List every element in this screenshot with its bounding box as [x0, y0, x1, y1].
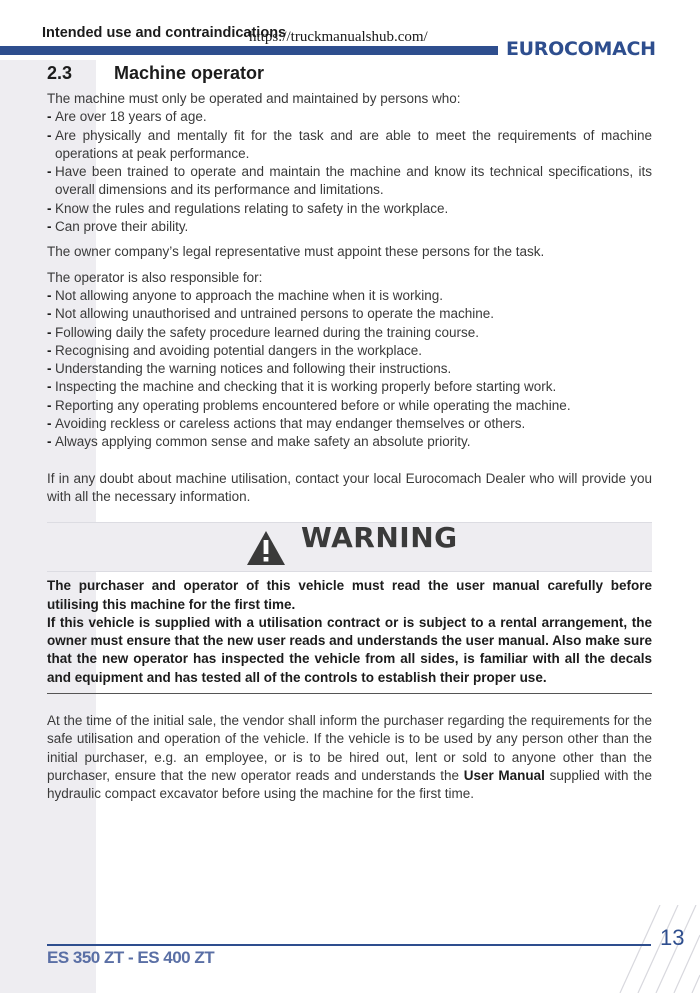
list-item	[47, 360, 652, 378]
requirements-intro: The machine must only be operated and maintained by persons who:	[47, 91, 461, 106]
warning-triangle-icon	[246, 530, 286, 566]
page-header	[0, 0, 700, 62]
user-manual-emphasis: User Manual	[463, 767, 545, 783]
list-item	[47, 287, 652, 305]
list-item-text: Reporting any operating problems encountered before or while operating the machine.	[55, 397, 571, 413]
responsibilities-intro: The operator is also responsible for:	[47, 269, 263, 285]
list-item	[47, 433, 652, 451]
list-dash: -	[47, 219, 52, 235]
list-item	[47, 342, 652, 360]
warning-banner	[47, 522, 652, 572]
corner-hatch-decoration	[610, 905, 700, 993]
list-dash: -	[47, 287, 52, 303]
requirements-list	[47, 108, 652, 236]
list-dash: -	[47, 379, 52, 395]
list-item	[47, 163, 652, 200]
warning-text	[47, 577, 652, 694]
list-item-text: Always applying common sense and make safety an absolute priority.	[55, 434, 471, 450]
list-dash: -	[47, 127, 52, 143]
list-item	[47, 305, 652, 323]
brand-logo: EUROCOMACH	[506, 38, 656, 60]
list-item-text: Are physically and mentally fit for the task and are able to meet the requirements of machine operations at peak performance.	[55, 127, 652, 161]
sale-note-text: supplied with the hydraulic compact excavator before using the machine for the first time.	[47, 767, 652, 802]
list-dash: -	[47, 200, 52, 216]
list-item	[47, 218, 652, 236]
sale-note-text: At the time of the initial sale, the vendor shall inform the purchaser regarding the requirements for the safe utilisation and operation of the vehicle. If the vehicle is to be used by any person other than the initial purchaser, e.g. an employee, or is to be hired out, lent or sold to anyone other than the purchaser, ensure that the new operator reads and understands the	[47, 713, 652, 783]
list-dash: -	[47, 416, 52, 432]
list-item-text: Can prove their ability.	[55, 219, 189, 235]
list-item-text: Know the rules and regulations relating to safety in the workplace.	[55, 200, 449, 216]
list-dash: -	[47, 434, 52, 450]
list-dash: -	[47, 361, 52, 377]
section-number: 2.3	[47, 63, 73, 83]
sale-note	[47, 712, 652, 803]
list-dash: -	[47, 164, 52, 180]
list-item-text: Recognising and avoiding potential dangers in the workplace.	[55, 342, 422, 358]
section-title: Machine operator	[114, 63, 265, 83]
list-item-text: Understanding the warning notices and following their instructions.	[55, 361, 452, 377]
list-item	[47, 127, 652, 164]
list-item-text: Have been trained to operate and maintain the machine and know its technical specifications, its overall dimensions and its performance and limitations.	[55, 164, 652, 198]
url-watermark: https://truckmanualshub.com/	[249, 29, 428, 45]
section-heading	[47, 60, 652, 85]
model-label: ES 350 ZT - ES 400 ZT	[47, 948, 215, 967]
list-item-text: Not allowing unauthorised and untrained persons to operate the machine.	[55, 306, 495, 322]
dealer-note: If in any doubt about machine utilisation, contact your local Eurocomach Dealer who will provide you with all the necessary information.	[47, 470, 652, 504]
responsibilities-list	[47, 287, 652, 452]
list-item	[47, 108, 652, 126]
warning-paragraph: The purchaser and operator of this vehicle must read the user manual carefully before utilising this machine for the first time.	[47, 578, 652, 612]
list-item	[47, 200, 652, 218]
warning-paragraph: If this vehicle is supplied with a utilisation contract or is subject to a rental arrangement, the owner must ensure that the new user reads and understands the user manual. Also make sure that the new operator has inspected the vehicle from all sides, is familiar with all the decals and equipment and has tested all of the controls to establish their proper use.	[47, 614, 652, 685]
header-rule	[0, 46, 498, 55]
list-item-text: Avoiding reckless or careless actions that may endanger themselves or others.	[55, 416, 526, 432]
list-item	[47, 415, 652, 433]
warning-label: WARNING	[301, 521, 458, 555]
page-number: 13	[660, 925, 685, 950]
owner-note: The owner company’s legal representative must appoint these persons for the task.	[47, 244, 545, 260]
list-item	[47, 397, 652, 415]
footer-rule	[47, 944, 651, 946]
list-dash: -	[47, 306, 52, 322]
list-item-text: Not allowing anyone to approach the machine when it is working.	[55, 287, 443, 303]
list-dash: -	[47, 109, 52, 125]
list-item	[47, 324, 652, 342]
list-item-text: Following daily the safety procedure learned during the training course.	[55, 324, 479, 340]
list-item-text: Inspecting the machine and checking that it is working properly before starting work.	[55, 379, 557, 395]
list-dash: -	[47, 324, 52, 340]
list-dash: -	[47, 397, 52, 413]
page-content	[47, 60, 652, 804]
list-item	[47, 378, 652, 396]
running-section-header: Intended use and contraindications	[42, 25, 287, 41]
list-dash: -	[47, 342, 52, 358]
list-item-text: Are over 18 years of age.	[55, 109, 207, 125]
